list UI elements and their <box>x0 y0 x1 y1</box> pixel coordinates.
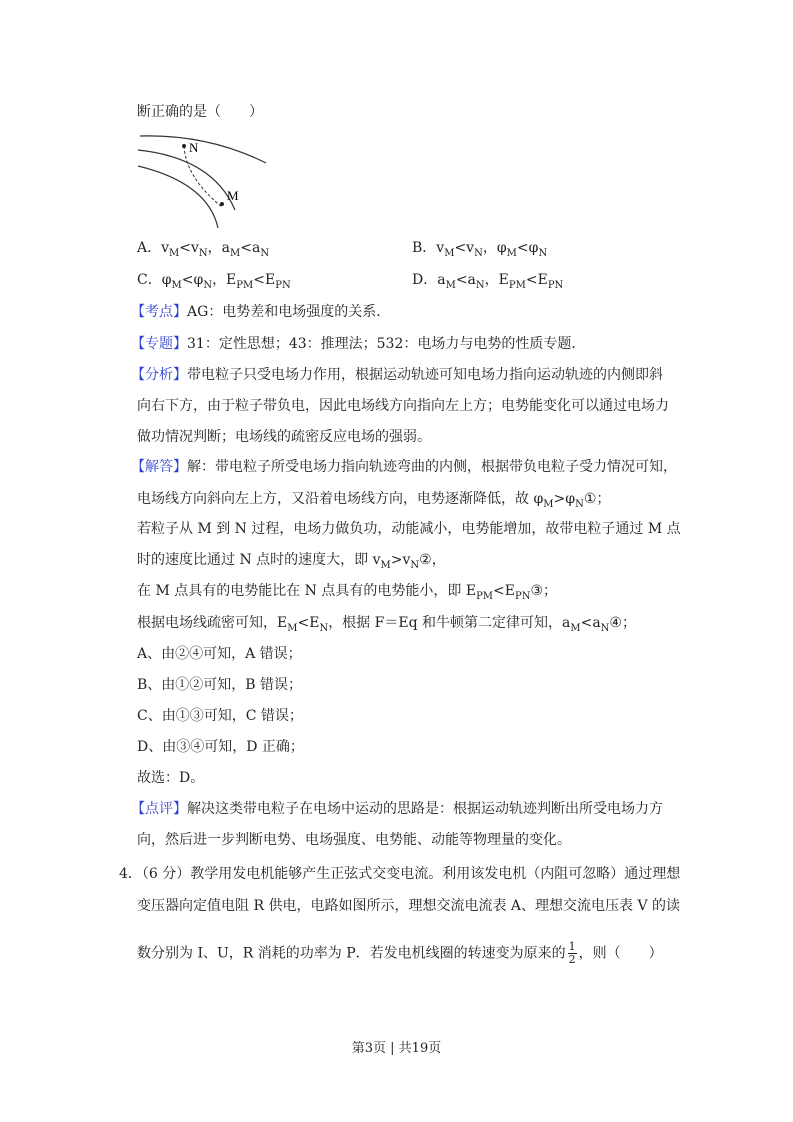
text-line <box>137 520 681 538</box>
text-line <box>137 397 669 415</box>
subscript: PM <box>508 280 526 291</box>
text-segment: 向，然后进一步判断电势、电场强度、电势能、动能等物理量的变化。 <box>137 832 571 848</box>
text-segment: ，a <box>207 240 231 256</box>
text-segment: 根据电场线疏密可知，E <box>137 615 288 631</box>
text-segment: 带电粒子只受电场力作用，根据运动轨迹可知电场力指向运动轨迹的内侧即斜 <box>187 367 663 383</box>
fraction-denominator: 2 <box>568 953 576 966</box>
subscript: M <box>543 499 554 510</box>
subscript: M <box>445 280 456 291</box>
text-segment: 解决这类带电粒子在电场中运动的思路是：根据运动轨迹判断出所受电场力方 <box>187 801 663 817</box>
section-tag: 【分析】 <box>131 367 187 383</box>
section-tag: 【解答】 <box>131 459 187 475</box>
text-segment: <E <box>525 272 548 288</box>
text-line <box>131 303 390 321</box>
text-segment: 变压器向定值电阻 R 供电，电路如图所示，理想交流电流表 A、理想交流电压表 V 的读 <box>137 898 681 914</box>
fraction-numerator: 1 <box>568 940 576 953</box>
label-m: M <box>227 188 239 203</box>
text-line <box>137 897 680 915</box>
text-segment: ，E <box>484 272 509 288</box>
text-segment: <a <box>580 615 601 631</box>
text-segment: AG：电势差和电场强度的关系． <box>187 304 391 320</box>
subscript: PN <box>547 280 564 291</box>
text-segment: 电场线方向斜向左上方，又沿着电场线方向，电势逐渐降低，故 φ <box>137 491 544 507</box>
text-segment: A、由②④可知，A 错误； <box>137 646 302 662</box>
subscript: N <box>410 560 420 571</box>
section-tag: 【点评】 <box>131 801 187 817</box>
text-segment: <v <box>454 240 475 256</box>
text-line <box>119 865 680 883</box>
text-segment: 做功情况判断；电场线的疏密反应电场的强弱。 <box>137 429 431 445</box>
text-line <box>137 103 263 121</box>
text-segment: A．v <box>137 240 170 256</box>
text-segment: 解：带电粒子所受电场力指向轨迹弯曲的内侧，根据带负电粒子受力情况可知， <box>187 459 677 475</box>
text-line <box>137 582 557 606</box>
text-segment: <E <box>297 615 320 631</box>
subscript: M <box>169 248 180 259</box>
trajectory <box>184 146 222 207</box>
subscript: N <box>474 248 483 259</box>
subscript: M <box>380 560 391 571</box>
text-line <box>137 551 446 575</box>
text-line <box>137 707 303 725</box>
text-segment: >φ <box>553 491 576 507</box>
text-segment: <E <box>253 272 276 288</box>
subscript: M <box>506 248 517 259</box>
text-segment: <a <box>455 272 476 288</box>
text-line <box>131 366 663 384</box>
text-segment: D、由③④可知，D 正确； <box>137 739 304 755</box>
subscript: N <box>538 248 548 259</box>
text-segment: C．φ <box>137 272 172 288</box>
subscript: N <box>203 280 213 291</box>
text-segment: 在 M 点具有的电势能比在 N 点具有的电势能小，即 E <box>137 583 477 599</box>
text-segment: C、由①③可知，C 错误； <box>137 708 303 724</box>
text-segment: 4．（6 分）教学用发电机能够产生正弦式交变电流。利用该发电机（内阻可忽略）通过理想 <box>119 866 681 882</box>
text-segment: <E <box>493 583 515 599</box>
text-line <box>412 271 563 295</box>
field-line-3 <box>138 166 218 228</box>
text-line <box>137 769 204 787</box>
text-segment: B．v <box>412 240 445 256</box>
text-segment: <a <box>240 240 261 256</box>
text-line <box>131 335 585 353</box>
text-segment: ，则（ ） <box>578 945 663 962</box>
field-line-2 <box>138 150 235 210</box>
text-segment: ，φ <box>482 240 507 256</box>
text-line <box>137 738 304 756</box>
subscript: M <box>230 248 241 259</box>
text-line <box>131 800 663 818</box>
point-m <box>220 202 224 206</box>
subscript: M <box>444 248 455 259</box>
subscript: N <box>198 248 208 259</box>
subscript: N <box>319 623 329 634</box>
section-tag: 【专题】 <box>131 336 187 352</box>
text-segment: ②， <box>419 552 446 568</box>
point-n <box>182 144 186 148</box>
subscript: N <box>475 280 485 291</box>
text-segment: 数分别为 I、U，R 消耗的功率为 P．若发电机线圈的转速变为原来的 <box>137 945 566 962</box>
text-segment: 向右下方，由于粒子带负电，因此电场线方向指向左上方；电势能变化可以通过电场力 <box>137 398 669 414</box>
subscript: N <box>575 499 584 510</box>
text-line <box>137 676 302 694</box>
subscript: N <box>600 623 610 634</box>
subscript: PN <box>275 280 291 291</box>
text-line <box>412 239 547 263</box>
text-segment: ，根据 F＝Eq 和牛顿第二定律可知，a <box>328 615 571 631</box>
text-segment: ，E <box>212 272 237 288</box>
subscript: PM <box>236 280 254 291</box>
text-line <box>137 645 302 663</box>
text-line <box>137 271 291 295</box>
text-line <box>137 428 431 446</box>
subscript: PN <box>514 591 531 602</box>
subscript: M <box>171 280 182 291</box>
text-segment: B、由①②可知，B 错误； <box>137 677 303 693</box>
fraction <box>568 941 577 966</box>
text-segment: ④； <box>609 615 636 631</box>
electric-field-figure <box>138 128 273 228</box>
text-segment: >v <box>390 552 411 568</box>
subscript: M <box>570 623 581 634</box>
text-segment: <φ <box>181 272 204 288</box>
text-line <box>137 239 269 263</box>
subscript: N <box>260 248 270 259</box>
page-footer: 第3页 | 共19页 <box>351 1041 442 1056</box>
section-tag: 【考点】 <box>131 304 187 320</box>
text-segment: ③； <box>530 583 558 599</box>
text-segment: <v <box>179 240 199 256</box>
text-segment: D．a <box>412 272 446 288</box>
text-line <box>137 490 610 514</box>
subscript: M <box>287 623 298 634</box>
text-line <box>131 458 677 476</box>
label-n: N <box>189 140 199 155</box>
text-line <box>137 831 571 849</box>
text-line <box>137 614 636 638</box>
text-segment: 故选：D。 <box>137 770 205 786</box>
text-segment: 断正确的是（ ） <box>137 104 263 120</box>
text-line <box>137 941 663 966</box>
text-segment: 31：定性思想；43：推理法；532：电场力与电势的性质专题． <box>187 336 586 352</box>
subscript: PM <box>476 591 494 602</box>
text-segment: 时的速度比通过 N 点时的速度大，即 v <box>137 552 381 568</box>
text-segment: 若粒子从 M 到 N 过程，电场力做负功，动能减小，电势能增加，故带电粒子通过 M 点 <box>137 521 681 537</box>
field-line-1 <box>140 136 266 163</box>
text-segment: ①； <box>583 491 611 507</box>
text-segment: <φ <box>516 240 539 256</box>
